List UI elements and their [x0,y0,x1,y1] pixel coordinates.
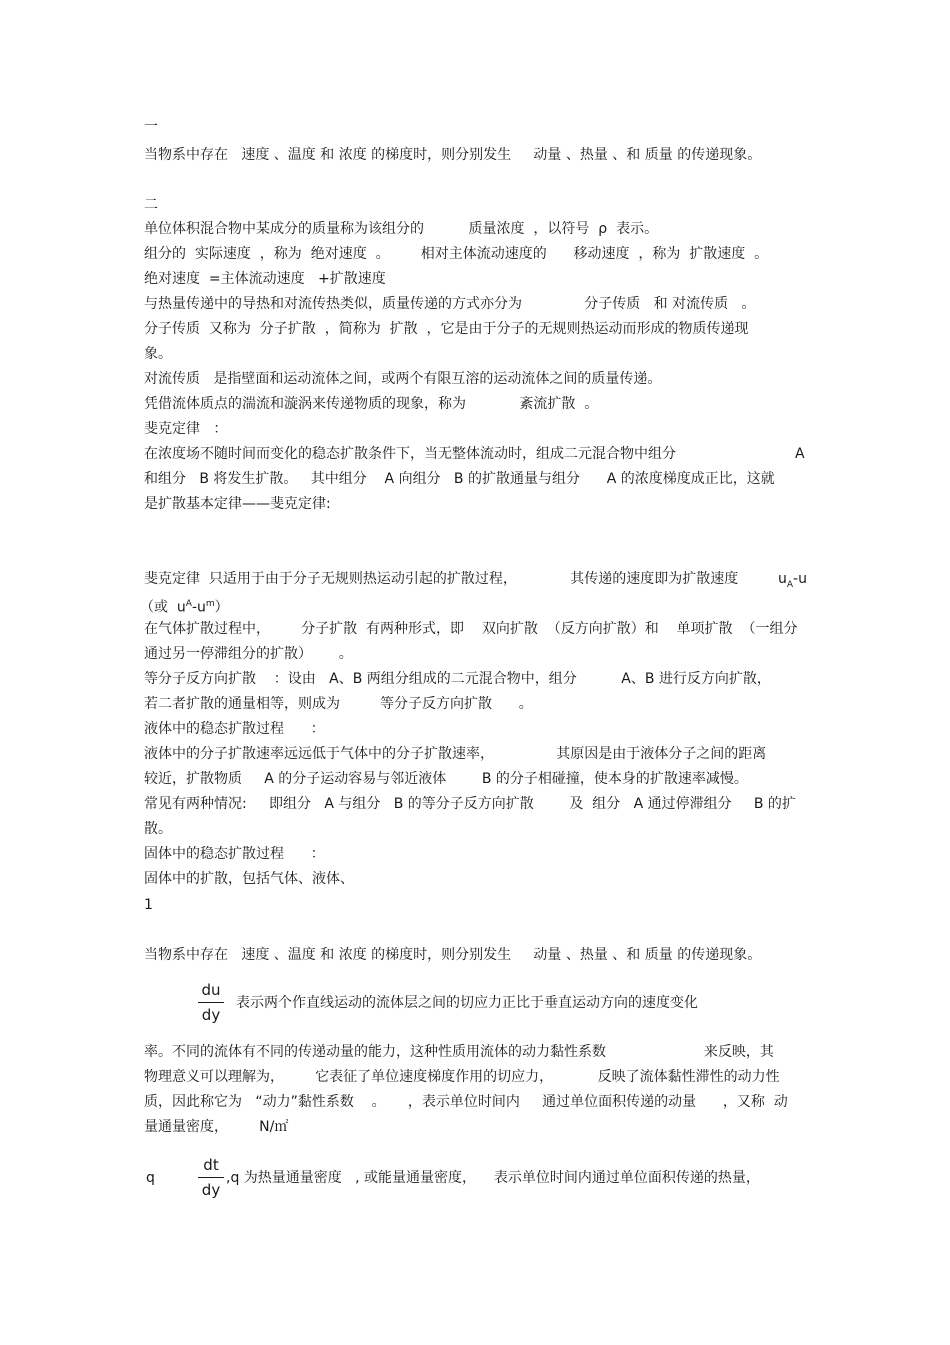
paragraph-line: 通过另一停滞组分的扩散） 。 [144,646,353,662]
paragraph-line: 单位体积混合物中某成分的质量称为该组分的 质量浓度 ，以符号 ρ 表示。 [144,221,659,237]
paragraph-line: 散。 [144,821,172,837]
dt-dy-fraction [198,1155,224,1200]
velocity-term-alt: （或 $u^A-u^m$） [140,599,229,616]
fraction-bar [198,1177,224,1178]
paragraph-line: 表示两个作直线运动的流体层之间的切应力正比于垂直运动方向的速度变化 [236,995,698,1011]
fraction-denominator: dy [201,1181,221,1199]
paragraph-line: 物理意义可以理解为， 它表征了单位速度梯度作用的切应力， 反映了流体黏性滞性的动力性 [144,1069,780,1085]
section-heading-1: 一 [144,119,158,135]
paragraph-line-end: A [795,446,805,462]
paragraph-line: 是扩散基本定律——斐克定律: [144,496,331,512]
paragraph-line: 斐克定律 ： [144,421,228,437]
paragraph-line: 在浓度场不随时间而变化的稳态扩散条件下，当无整体流动时，组成二元混合物中组分 [144,446,676,462]
fraction-bar [198,1002,224,1003]
paragraph-line: 绝对速度 =主体流动速度 +扩散速度 [144,271,386,287]
section-heading-2: 二 [144,197,158,213]
paragraph-line: 在气体扩散过程中， 分子扩散 有两种形式，即 双向扩散 （反方向扩散）和 单项扩散 （一组分 [144,621,798,637]
fraction-numerator: dt [203,1156,219,1174]
paragraph-line: 分子传质 又称为 分子扩散 ，简称为 扩散 ，它是由于分子的无规则热运动而形成的物质传递现 [144,321,749,337]
paragraph-line: 较近，扩散物质 A 的分子运动容易与邻近液体 B 的分子相碰撞，使本身的扩散速率减慢。 [144,771,748,787]
paragraph-line: 固体中的扩散，包括气体、液体、 [144,871,354,887]
paragraph-line: 斐克定律 只适用于由于分子无规则热运动引起的扩散过程， 其传递的速度即为扩散速度 [144,571,739,587]
paragraph-line: 当物系中存在 速度 、温度 和 浓度 的梯度时，则分别发生 动量 、热量 、和 质量 的传递现象。 [144,147,762,163]
page-number: 1 [144,897,153,913]
paragraph-line: 常见有两种情况: 即组分 A 与组分 B 的等分子反方向扩散 及 组分 A 通过停滞组分 B 的扩 [144,796,796,812]
paragraph-line: 对流传质 是指壁面和运动流体之间，或两个有限互溶的运动流体之间的质量传递。 [144,371,662,387]
du-dy-fraction [198,980,224,1025]
velocity-term: $u_A-u$ [778,571,807,590]
fraction-denominator: dy [201,1006,221,1024]
paragraph-line: 凭借流体质点的湍流和漩涡来传递物质的现象，称为 紊流扩散 。 [144,396,599,412]
paragraph-line: ,q 为热量通量密度 , 或能量通量密度， 表示单位时间内通过单位面积传递的热量， [226,1170,760,1186]
paragraph-line: 组分的 实际速度 ，称为 绝对速度 。 相对主体流动速度的 移动速度 ，称为 扩散速度 。 [144,246,769,262]
paragraph-line: 液体中的分子扩散速率远远低于气体中的分子扩散速率， 其原因是由于液体分子之间的距离 [144,746,767,762]
paragraph-line: 当物系中存在 速度 、温度 和 浓度 的梯度时，则分别发生 动量 、热量 、和 质量 的传递现象。 [144,947,762,963]
paragraph-line: 与热量传递中的导热和对流传热类似，质量传递的方式亦分为 分子传质 和 对流传质 。 [144,296,756,312]
paragraph-line: 量通量密度， N/㎡ [144,1119,289,1135]
paragraph-line: 液体中的稳态扩散过程 ： [144,721,325,737]
paragraph-line: 和组分 B 将发生扩散。 其中组分 A 向组分 B 的扩散通量与组分 A 的浓度梯度成正比，这就 [144,471,775,487]
paragraph-line: 率。不同的流体有不同的传递动量的能力，这种性质用流体的动力黏性系数 来反映，其 [144,1044,774,1060]
heat-flux-symbol: q [146,1170,155,1186]
paragraph-line: 若二者扩散的通量相等，则成为 等分子反方向扩散 。 [144,696,533,712]
fraction-numerator: du [201,981,221,999]
paragraph-line: 等分子反方向扩散 ：设由 A、B 两组分组成的二元混合物中，组分 A、B 进行反方向扩散， [144,671,771,687]
paragraph-line: 固体中的稳态扩散过程 ： [144,846,325,862]
paragraph-line: 质，因此称它为 “动力”黏性系数 。 ，表示单位时间内 通过单位面积传递的动量 ，又称 动 [144,1094,788,1110]
paragraph-line: 象。 [144,346,172,362]
